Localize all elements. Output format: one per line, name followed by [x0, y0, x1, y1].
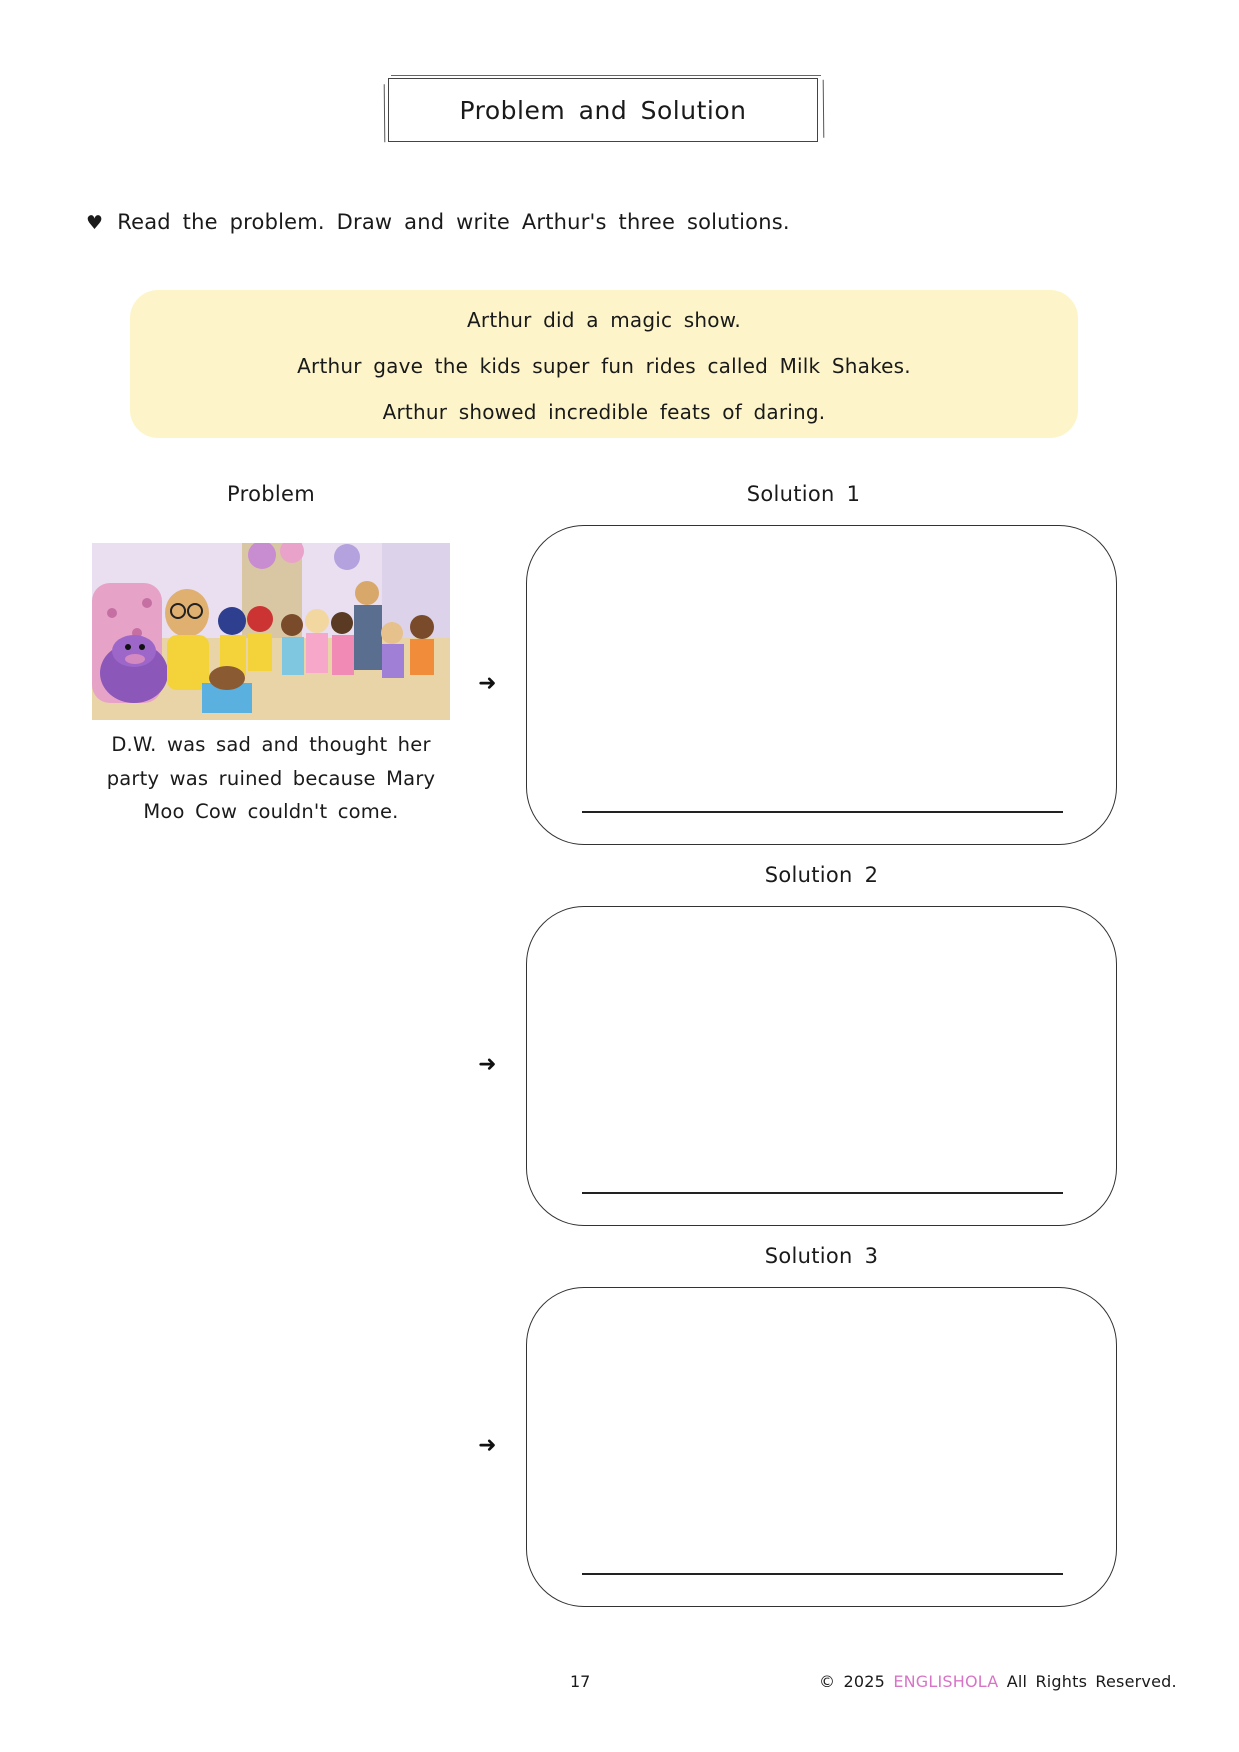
problem-text: D.W. was sad and thought her party was ruined because Mary Moo Cow couldn't come. — [106, 733, 436, 823]
answer-bank — [130, 290, 1078, 438]
copyright-prefix: © 2025 — [819, 1672, 886, 1691]
solution-2-box[interactable] — [526, 906, 1117, 1226]
brand-name: ENGLISHOLA — [893, 1672, 999, 1691]
arrow-right-icon: ➜ — [478, 1052, 497, 1077]
page-number: 17 — [570, 1672, 591, 1691]
solution-3-write-line[interactable] — [582, 1573, 1063, 1575]
instruction-text: Read the problem. Draw and write Arthur's three solutions. — [117, 210, 790, 234]
answer-option: Arthur showed incredible feats of daring. — [382, 400, 826, 424]
page-title-text: Problem and Solution — [459, 95, 747, 125]
solution-2-write-line[interactable] — [582, 1192, 1063, 1194]
page-title — [388, 78, 818, 142]
arrow-right-icon: ➜ — [478, 1433, 497, 1458]
problem-heading: Problem — [227, 482, 315, 506]
heart-icon: ♥ — [86, 212, 104, 234]
instruction — [86, 210, 790, 234]
answer-option: Arthur did a magic show. — [467, 308, 741, 332]
arrow-right-icon: ➜ — [478, 671, 497, 696]
copyright — [819, 1672, 1177, 1691]
solution-1-heading: Solution 1 — [746, 482, 861, 506]
answer-option: Arthur gave the kids super fun rides called Milk Shakes. — [297, 354, 911, 378]
problem-illustration — [92, 543, 450, 720]
party-scene-illustration — [92, 543, 450, 720]
solution-3-heading: Solution 3 — [764, 1244, 879, 1268]
solution-1-box[interactable] — [526, 525, 1117, 845]
solution-2-heading: Solution 2 — [764, 863, 879, 887]
solution-1-write-line[interactable] — [582, 811, 1063, 813]
solution-3-box[interactable] — [526, 1287, 1117, 1607]
copyright-rights: All Rights Reserved. — [1006, 1672, 1177, 1691]
